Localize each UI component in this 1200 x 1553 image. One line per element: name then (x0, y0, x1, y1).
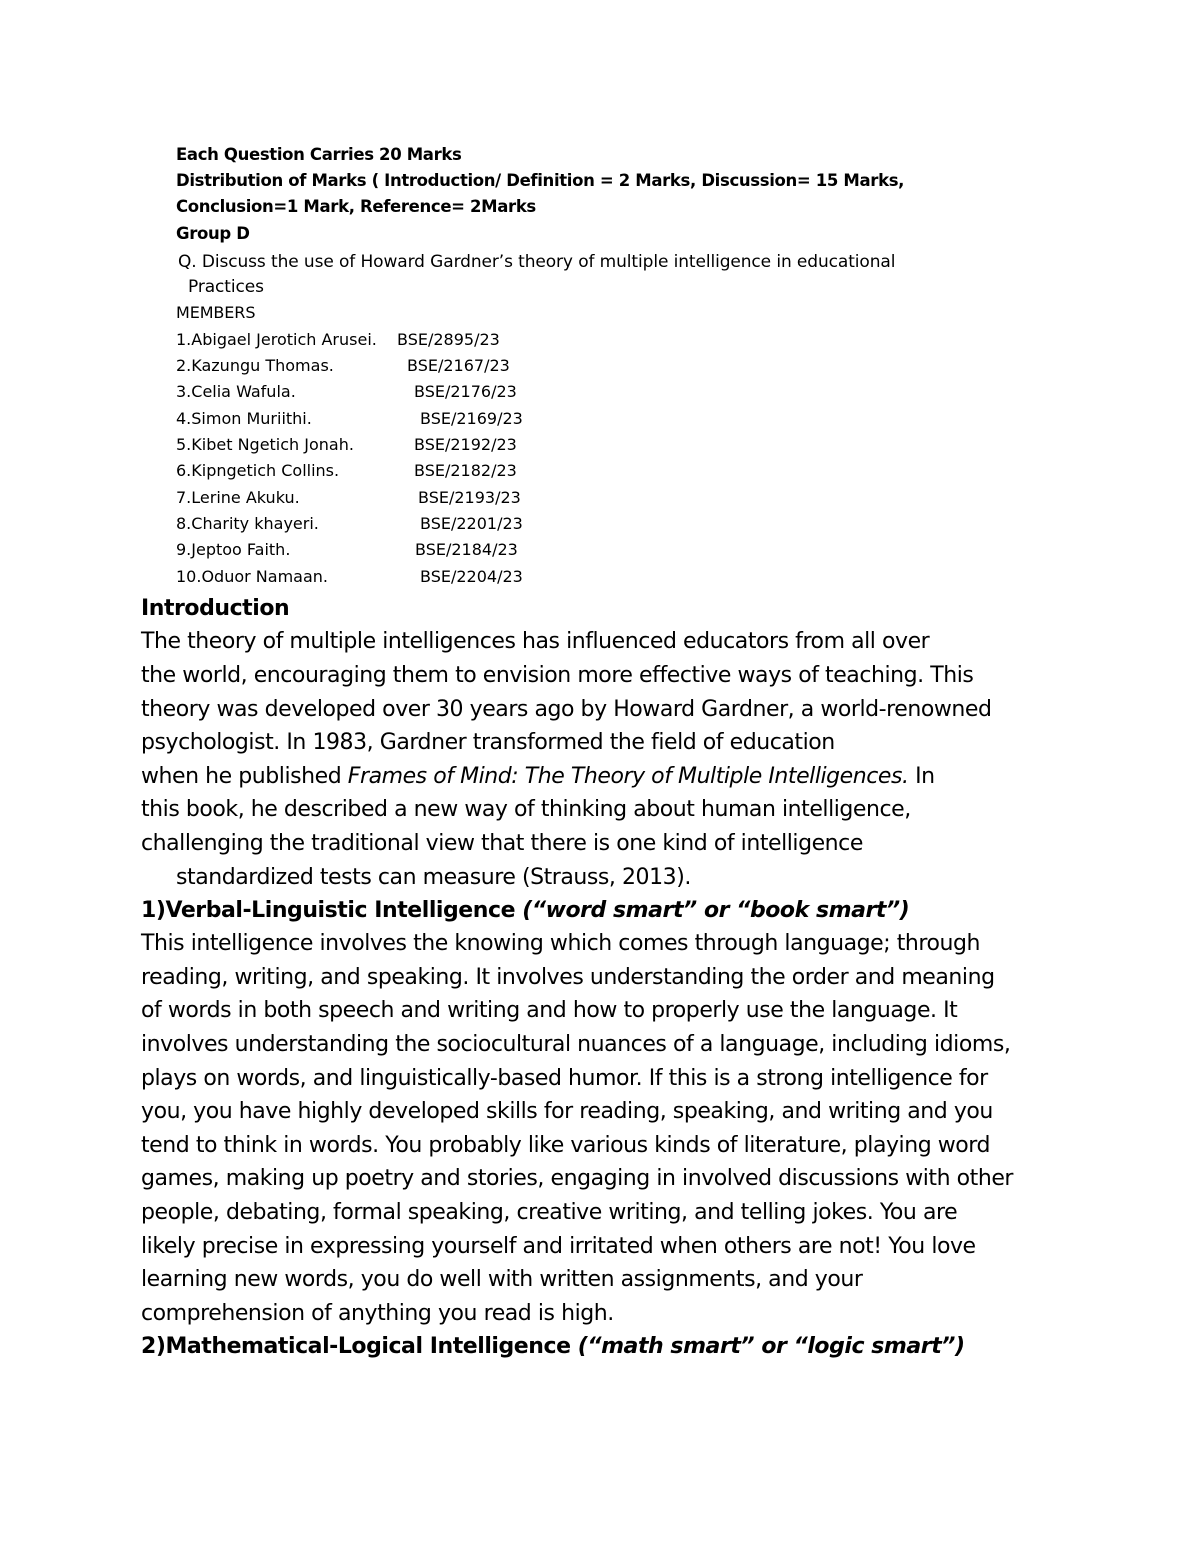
member-id: BSE/2895/23 (397, 330, 500, 349)
section1-line: tend to think in words. You probably like various kinds of literature, playing word (141, 1133, 991, 1158)
member-name: 3.Celia Wafula. (176, 382, 296, 401)
members-label: MEMBERS (176, 303, 256, 322)
heading-text: 2)Mathematical-Logical Intelligence (141, 1334, 571, 1359)
intro-line: The theory of multiple intelligences has influenced educators from all over (141, 629, 930, 654)
member-name: 2.Kazungu Thomas. (176, 356, 334, 375)
question-line1: Q. Discuss the use of Howard Gardner’s theory of multiple intelligence in educational (178, 252, 896, 272)
member-name: 10.Oduor Namaan. (176, 567, 328, 586)
group-label: Group D (176, 224, 250, 243)
section1-line: comprehension of anything you read is high. (141, 1301, 614, 1326)
member-id: BSE/2201/23 (420, 514, 523, 533)
question-line2: Practices (188, 277, 264, 297)
section1-line: of words in both speech and writing and how to properly use the language. It (141, 998, 958, 1023)
intro-text: In (908, 764, 935, 789)
heading-subtitle: (“word smart” or “book smart”) (515, 898, 910, 923)
intro-line: this book, he described a new way of thinking about human intelligence, (141, 797, 911, 822)
member-id: BSE/2192/23 (414, 435, 517, 454)
intro-line: the world, encouraging them to envision more effective ways of teaching. This (141, 663, 974, 688)
section1-line: This intelligence involves the knowing which comes through language; through (141, 931, 981, 956)
intro-line-book (141, 766, 935, 788)
member-name: 8.Charity khayeri. (176, 514, 319, 533)
introduction-heading: Introduction (141, 596, 290, 621)
member-id: BSE/2176/23 (414, 382, 517, 401)
book-title: Frames of Mind: The Theory of Multiple Intelligences. (347, 764, 909, 789)
member-id: BSE/2204/23 (420, 567, 523, 586)
section1-line: plays on words, and linguistically-based humor. If this is a strong intelligence for (141, 1066, 988, 1091)
member-id: BSE/2167/23 (407, 356, 510, 375)
heading-subtitle: (“math smart” or “logic smart”) (570, 1334, 965, 1359)
member-id: BSE/2182/23 (414, 461, 517, 480)
section1-line: people, debating, formal speaking, creative writing, and telling jokes. You are (141, 1200, 958, 1225)
member-id: BSE/2169/23 (420, 409, 523, 428)
member-id: BSE/2184/23 (415, 540, 518, 559)
section1-line: games, making up poetry and stories, engaging in involved discussions with other (141, 1166, 1014, 1191)
member-name: 9.Jeptoo Faith. (176, 540, 291, 559)
marks-distribution-line2: Conclusion=1 Mark, Reference= 2Marks (176, 197, 536, 216)
section1-line: learning new words, you do well with written assignments, and your (141, 1267, 863, 1292)
intro-line: standardized tests can measure (Strauss, 2013). (176, 865, 691, 890)
intro-line: challenging the traditional view that there is one kind of intelligence (141, 831, 863, 856)
member-name: 4.Simon Muriithi. (176, 409, 312, 428)
marks-distribution-line1: Distribution of Marks ( Introduction/ Definition = 2 Marks, Discussion= 15 Marks, (176, 171, 905, 190)
section1-line: reading, writing, and speaking. It involves understanding the order and meaning (141, 965, 995, 990)
marks-per-question: Each Question Carries 20 Marks (176, 145, 462, 164)
section1-line: you, you have highly developed skills for reading, speaking, and writing and you (141, 1099, 993, 1124)
member-id: BSE/2193/23 (418, 488, 521, 507)
member-name: 7.Lerine Akuku. (176, 488, 300, 507)
intro-line: psychologist. In 1983, Gardner transformed the field of education (141, 730, 835, 755)
member-name: 6.Kipngetich Collins. (176, 461, 340, 480)
member-name: 5.Kibet Ngetich Jonah. (176, 435, 354, 454)
member-name: 1.Abigael Jerotich Arusei. (176, 330, 377, 349)
section1-line: involves understanding the sociocultural nuances of a language, including idioms, (141, 1032, 1011, 1057)
verbal-linguistic-heading (141, 900, 909, 922)
intro-text: when he published (141, 764, 348, 789)
mathematical-logical-heading (141, 1336, 965, 1358)
heading-text: 1)Verbal-Linguistic Intelligence (141, 898, 516, 923)
intro-line: theory was developed over 30 years ago by Howard Gardner, a world-renowned (141, 697, 992, 722)
section1-line: likely precise in expressing yourself and irritated when others are not! You love (141, 1234, 976, 1259)
